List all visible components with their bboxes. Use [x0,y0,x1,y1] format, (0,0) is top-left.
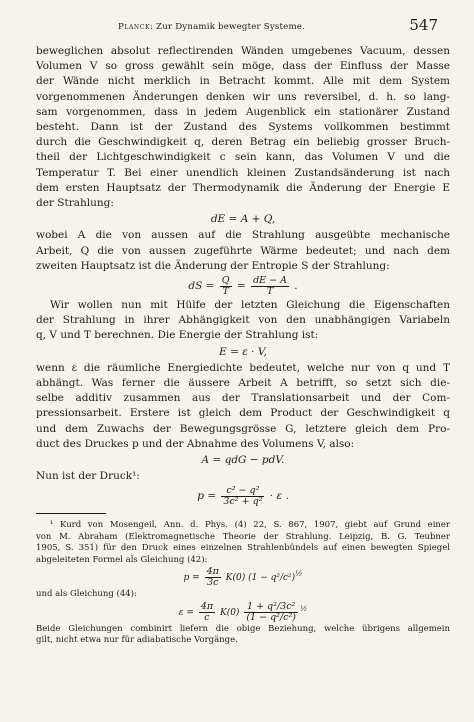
equation-work: A = qdG − pdV. [201,454,285,467]
text-line: Volumen V so gross gewählt sein möge, dass der Einfluss der Masse [36,60,450,73]
equation-energy: dE = A + Q, [210,213,276,226]
footnote-rule [36,513,106,514]
text-line: Arbeit, Q die von aussen zugeführte Wärme bedeutet; und nach dem [36,244,450,257]
text-line: der Wände nicht merklich in Betracht kommt. Alle mit dem System [36,75,450,88]
header-title: : Zur Dynamik bewegter Systeme. [150,22,306,32]
equation-entropy: dS = $\frac{Q}{T}$ = $\frac{dE - A}{T}$ . [188,274,298,297]
footnote-line: Beide Gleichungen combinirt liefern die obige Beziehung, welche übrigens allgemein [36,623,450,634]
text-line: sam vorgenommen, dass in jedem Augenblick ein stationärer Zustand [36,105,450,118]
text-line: der Strahlung in ihrer Abhängigkeit von den unabhängigen Variabeln [36,314,450,327]
fraction: $\frac{dE - A}{T}$ [253,274,287,297]
running-header [40,16,438,38]
text-line: abhängt. Was ferner die äussere Arbeit A betrifft, so setzt sich die- [36,377,450,390]
footnote-equation-42: p = $\frac{4\pi}{3c}$ K(0) $(1 - q^2/c^2)^{\frac{1}{2}}$ [183,566,303,589]
text-line: Wir wollen nun mit Hülfe der letzten Gleichung die Eigenschaften [50,299,450,312]
text-line: beweglichen absolut reflectirenden Wänden umgebenes Vacuum, dessen [36,45,450,57]
text-line: zweiten Hauptsatz ist die Änderung der Entropie S der Strahlung: [36,259,390,272]
text-line: duct des Druckes p und der Abnahme des Volumens V, also: [36,437,355,450]
footnote-line: 1905, S. 351) für den Druck eines einzelnen Strahlenbündels auf einen bewegten Spiegel [36,543,450,554]
text-line: pressionsarbeit. Erstere ist gleich dem Product der Geschwindigkeit q [36,407,450,420]
fraction: $\frac{4\pi}{c}$ [200,600,214,623]
text-line: Nun ist der Druck¹: [36,470,140,483]
equation-energy-density: E = ε · V, [219,345,267,358]
text-line: besteht. Dann ist der Zustand des Systems vollkommen bestimmt [36,121,450,134]
footnote [36,520,450,646]
text-line: der Strahlung: [36,197,114,210]
text-line: wenn ε die räumliche Energiedichte bedeutet, welche nur von q und T [36,361,450,374]
text-line: durch die Geschwindigkeit q, deren Betrag ein beliebig grosser Bruch- [36,136,450,149]
fraction: $\frac{\text{1 + q²/3c²}}{\text{(1 − q²/c²)}}$ [246,600,297,623]
text-line: q, V und T berechnen. Die Energie der Strahlung ist: [36,329,319,342]
main-text [36,44,450,646]
text-line: Temperatur T. Bei einer unendlich kleinen Zustandsänderung ist nach [36,166,450,179]
header-author: Planck [118,22,151,32]
equation-pressure: p = $\frac{\text{c² − q²}}{\text{3c² + q²}}$ · ε . [197,484,289,507]
footnote-line: ¹ Kurd von Mosengeil, Ann. d. Phys. (4) 22, S. 867, 1907, giebt auf Grund einer [50,520,450,531]
text-line: dem ersten Hauptsatz der Thermodynamik die Änderung der Energie E [36,181,450,194]
fraction: $\frac{\text{c² − q²}}{\text{3c² + q²}}$ [223,484,263,507]
text-line: wobei A die von aussen auf die Strahlung ausgeübte mechanische [36,229,450,242]
text-line: vorgenommenen Änderungen denken wir uns reversibel, d. h. so lang- [36,90,450,103]
footnote-line: und als Gleichung (44): [36,589,137,600]
footnote-line: abgeleiteten Formel als Gleichung (42): [36,554,208,565]
text-line: selbe additiv zusammen aus der Translationsarbeit und der Com- [36,392,450,405]
text-line: theil der Lichtgeschwindigkeit c sein kann, das Volumen V und die [36,151,450,164]
page-number: 547 [409,16,438,34]
footnote-equation-44: ε = $\frac{4\pi}{c}$ K(0) $\frac{\text{1 + q²/3c²}}{\text{(1 − q²/c²)}}$ $^{\frac{1}{2}}$ [178,600,308,623]
footnote-line: von M. Abraham (Elektromagnetische Theorie der Strahlung. Leipzig, B. G. Teubner [36,531,450,542]
footnote-line: gilt, nicht etwa nur für adiabatische Vorgänge. [36,634,238,645]
fraction: $\frac{4\pi}{3c}$ [206,566,219,589]
text-line: und dem Zuwachs der Bewegungsgrösse G, letztere gleich dem Pro- [36,422,450,435]
fraction: $\frac{Q}{T}$ [221,274,230,297]
